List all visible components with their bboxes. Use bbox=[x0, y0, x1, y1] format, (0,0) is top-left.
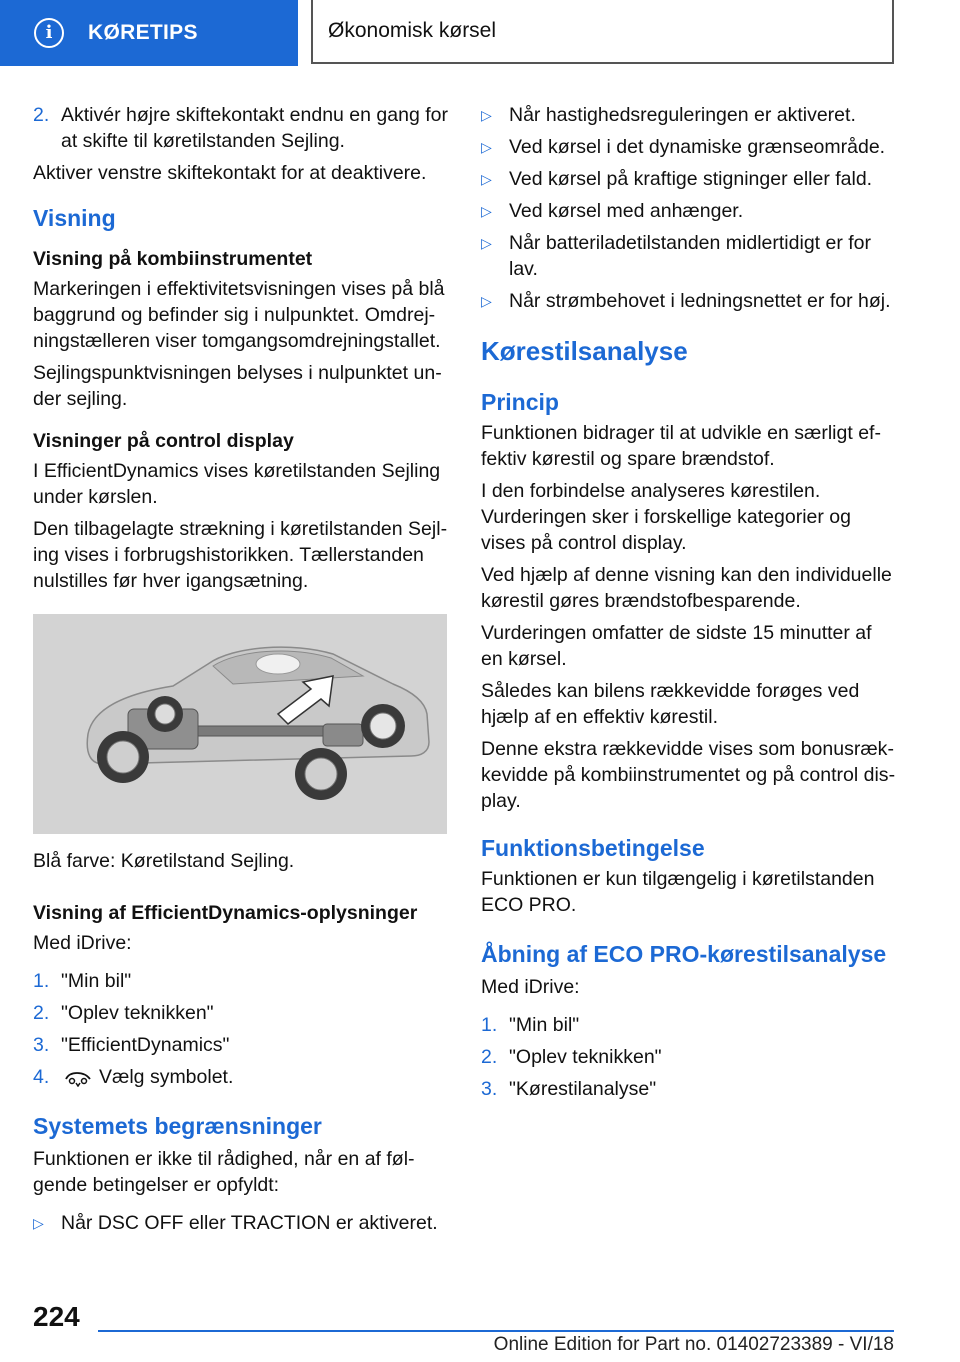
bullet-item bbox=[33, 1210, 448, 1236]
bullet-item bbox=[481, 166, 896, 192]
subheading-control: Visninger på control display bbox=[33, 430, 294, 452]
list-item bbox=[481, 1044, 896, 1070]
triangle-bullet-icon: ▷ bbox=[481, 171, 492, 187]
paragraph: Funktionen bidrager til at udvikle en særligt effektiv kørestil og spare brændstof. bbox=[481, 422, 881, 470]
triangle-bullet-icon: ▷ bbox=[481, 139, 492, 155]
bullet-text: Ved kørsel i det dynamiske grænseområde. bbox=[509, 136, 886, 158]
list-text: "EfficientDynamics" bbox=[61, 1034, 230, 1056]
paragraph: Denne ekstra rækkevidde vises som bonusrækkevidde på kombiinstrumentet og på control display. bbox=[481, 738, 896, 812]
triangle-bullet-icon: ▷ bbox=[33, 1215, 44, 1231]
paragraph: Markeringen i effektivitetsvisningen vises på blå baggrund og befinder sig i nulpunktet. Omdrejningstælleren viser tomgangsomdrejningstallet. bbox=[33, 278, 445, 352]
heading-visning: Visning bbox=[33, 205, 116, 231]
list-item bbox=[33, 102, 448, 154]
list-number: 3. bbox=[481, 1078, 498, 1100]
list-item bbox=[33, 1000, 448, 1026]
list-item bbox=[481, 1012, 896, 1038]
bullet-item bbox=[481, 134, 896, 160]
bullet-text: Ved kørsel med anhænger. bbox=[509, 200, 744, 222]
list-number: 4. bbox=[33, 1066, 50, 1088]
bullet-item bbox=[481, 230, 896, 282]
section-title: Økonomisk kørsel bbox=[328, 19, 497, 42]
left-column bbox=[33, 102, 448, 1242]
list-item bbox=[33, 1064, 448, 1090]
paragraph: Ved hjælp af denne visning kan den individuelle kørestil gøres brændstofbesparende. bbox=[481, 564, 892, 612]
list-text: Vælg symbolet. bbox=[99, 1066, 234, 1088]
list-item bbox=[33, 968, 448, 994]
list-number: 1. bbox=[481, 1014, 498, 1036]
bullet-text: Når strømbehovet i ledningsnettet er for høj. bbox=[509, 290, 891, 312]
list-item bbox=[33, 1032, 448, 1058]
list-text: "Min bil" bbox=[509, 1014, 580, 1036]
chapter-tab[interactable] bbox=[0, 0, 298, 66]
paragraph: Sejlingspunktvisningen belyses i nulpunktet under sejling. bbox=[33, 362, 442, 410]
heading-funktionsbetingelse: Funktionsbetingelse bbox=[481, 835, 705, 861]
paragraph: Funktionen er ikke til rådighed, når en af følgende betingelser er opfyldt: bbox=[33, 1148, 415, 1196]
subheading-kombi: Visning på kombiinstrumentet bbox=[33, 248, 313, 270]
paragraph: I EfficientDynamics vises køretilstanden Sejling under kørslen. bbox=[33, 460, 441, 508]
list-text: "Min bil" bbox=[61, 970, 132, 992]
bullet-item bbox=[481, 102, 896, 128]
paragraph: I den forbindelse analyseres kørestilen. Vurderingen sker i forskellige kategorier og vises på control display. bbox=[481, 480, 851, 554]
heading-korestilsanalyse: Kørestilsanalyse bbox=[481, 336, 688, 366]
list-text: "Oplev teknikken" bbox=[61, 1002, 214, 1024]
triangle-bullet-icon: ▷ bbox=[481, 203, 492, 219]
heading-princip: Princip bbox=[481, 389, 559, 415]
info-icon: i bbox=[34, 18, 64, 48]
image-caption: Blå farve: Køretilstand Sejling. bbox=[33, 850, 295, 872]
list-number: 3. bbox=[33, 1034, 50, 1056]
triangle-bullet-icon: ▷ bbox=[481, 107, 492, 123]
heading-begraensninger: Systemets begrænsninger bbox=[33, 1113, 322, 1139]
bullet-item bbox=[481, 288, 896, 314]
list-text: "Oplev teknikken" bbox=[509, 1046, 662, 1068]
paragraph: Den tilbagelagte strækning i køretilstanden Sejling vises i forbrugshistorikken. Tællerstanden nulstilles før hver igangsætning. bbox=[33, 518, 448, 592]
list-number: 2. bbox=[481, 1046, 498, 1068]
bullet-text: Når hastighedsreguleringen er aktiveret. bbox=[509, 104, 856, 126]
car-drawing bbox=[33, 614, 447, 834]
bullet-text: Når DSC OFF eller TRACTION er aktiveret. bbox=[61, 1212, 438, 1234]
triangle-bullet-icon: ▷ bbox=[481, 235, 492, 251]
bullet-text: Ved kørsel på kraftige stigninger eller fald. bbox=[509, 168, 873, 190]
paragraph: Med iDrive: bbox=[481, 976, 580, 998]
list-number: 2. bbox=[33, 104, 50, 126]
paragraph: Aktiver venstre skiftekontakt for at deaktivere. bbox=[33, 162, 427, 184]
paragraph: Vurderingen omfatter de sidste 15 minutter af en kørsel. bbox=[481, 622, 872, 670]
list-item bbox=[481, 1076, 896, 1102]
paragraph: Med iDrive: bbox=[33, 932, 132, 954]
page-number: 224 bbox=[33, 1301, 80, 1332]
section-title-box bbox=[311, 0, 894, 64]
right-column bbox=[481, 102, 896, 1108]
car-illustration bbox=[33, 614, 447, 834]
list-number: 2. bbox=[33, 1002, 50, 1024]
paragraph: Funktionen er kun tilgængelig i køretilstanden ECO PRO. bbox=[481, 868, 875, 916]
list-number: 1. bbox=[33, 970, 50, 992]
triangle-bullet-icon: ▷ bbox=[481, 293, 492, 309]
heading-aabning: Åbning af ECO PRO-kørestilsanalyse bbox=[481, 941, 887, 967]
bullet-text: Når batteriladetilstanden midlertidigt er for lav. bbox=[509, 232, 872, 280]
edition-note: Online Edition for Part no. 01402723389 - VI/18 bbox=[493, 1334, 894, 1355]
paragraph: Således kan bilens rækkevidde forøges ved hjælp af en effektiv kørestil. bbox=[481, 680, 860, 728]
list-text: Aktivér højre skiftekontakt endnu en gang for at skifte til køretilstanden Sejling. bbox=[61, 104, 448, 152]
list-text: "Kørestilanalyse" bbox=[509, 1078, 657, 1100]
bullet-item bbox=[481, 198, 896, 224]
chapter-label: KØRETIPS bbox=[88, 21, 198, 44]
subheading-oplysninger: Visning af EfficientDynamics-oplysninger bbox=[33, 902, 418, 924]
car-symbol-icon bbox=[63, 1069, 93, 1087]
